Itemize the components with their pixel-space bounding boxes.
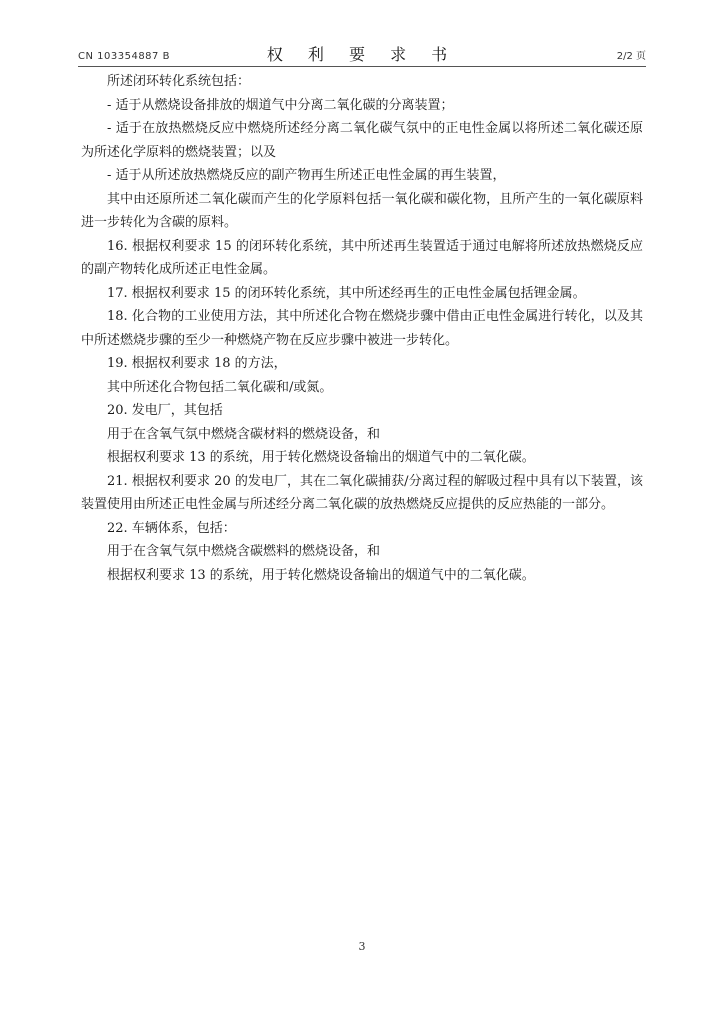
claim-paragraph: - 适于从燃烧设备排放的烟道气中分离二氧化碳的分离装置； [107,97,454,113]
claim-paragraph: 22. 车辆体系，包括： [107,520,236,536]
document-title: 权 利 要 求 书 [266,45,458,64]
claim-paragraph: 19. 根据权利要求 18 的方法， [107,356,287,371]
claim-paragraph: 用于在含氧气氛中燃烧含碳燃料的燃烧设备，和 [107,544,381,559]
claim-paragraph: 17. 根据权利要求 15 的闭环转化系统，其中所述经再生的正电性金属包括锂金属。 [107,285,586,301]
claims-body [81,70,643,587]
claim-paragraph: 21. 根据权利要求 20 的发电厂，其在二氧化碳捕获/分离过程的解吸过程中具有以下装置，该装置使用由所述正电性金属与所述经分离二氧化碳的放热燃烧反应提供的反应热能的一部分。 [81,473,643,512]
claim-paragraph: 其中所述化合物包括二氧化碳和/或氮。 [107,379,333,395]
page-count: 2/2 页 [616,51,646,62]
header-rule [78,66,646,67]
claim-paragraph: 根据权利要求 13 的系统，用于转化燃烧设备输出的烟道气中的二氧化碳。 [107,450,535,465]
claim-paragraph: 其中由还原所述二氧化碳而产生的化学原料包括一氧化碳和碳化物，且所产生的一氧化碳原料进一步转化为含碳的原料。 [81,191,643,230]
claim-paragraph: 用于在含氧气氛中燃烧含碳材料的燃烧设备，和 [107,426,381,442]
claim-paragraph: 根据权利要求 13 的系统，用于转化燃烧设备输出的烟道气中的二氧化碳。 [107,567,535,583]
claim-paragraph: 18. 化合物的工业使用方法，其中所述化合物在燃烧步骤中借由正电性金属进行转化，以及其中所述燃烧步骤的至少一种燃烧产物在反应步骤中被进一步转化。 [81,309,643,348]
claim-paragraph: - 适于在放热燃烧反应中燃烧所述经分离二氧化碳气氛中的正电性金属以将所述二氧化碳还原为所述化学原料的燃烧装置；以及 [81,121,643,160]
page-header [78,40,646,66]
claim-paragraph: 所述闭环转化系统包括： [107,74,251,89]
claim-paragraph: - 适于从所述放热燃烧反应的副产物再生所述正电性金属的再生装置， [107,168,506,183]
claim-paragraph: 16. 根据权利要求 15 的闭环转化系统，其中所述再生装置适于通过电解将所述放热燃烧反应的副产物转化成所述正电性金属。 [81,238,643,277]
patent-number: CN 103354887 B [78,51,170,62]
claim-paragraph: 20. 发电厂，其包括 [107,403,223,418]
page-number: 3 [358,940,366,953]
